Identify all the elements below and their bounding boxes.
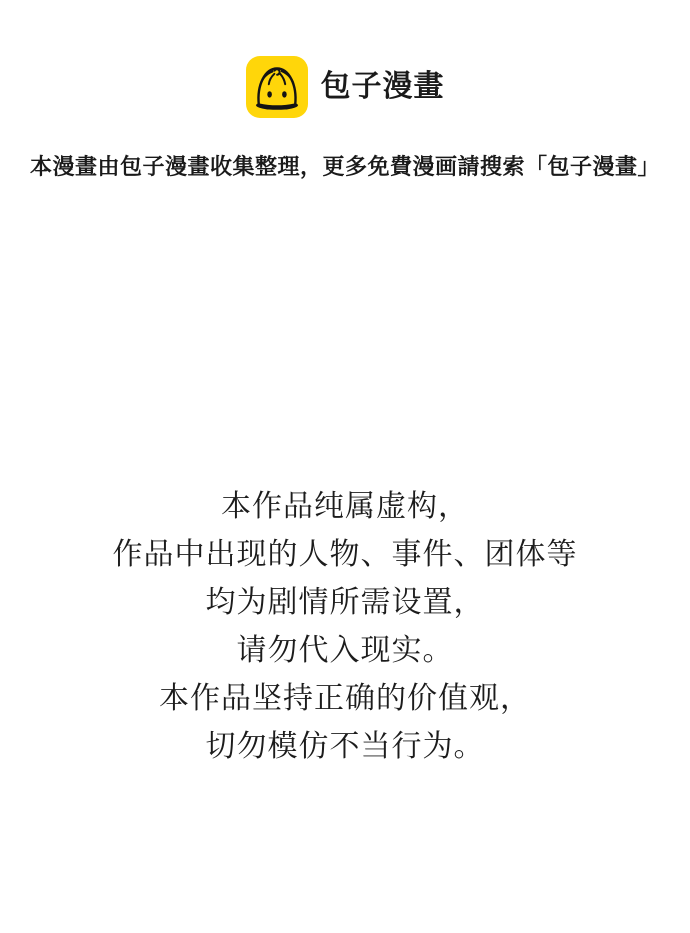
disclaimer-line: 本作品坚持正确的价值观， (159, 682, 531, 715)
disclaimer-line: 作品中出现的人物、事件、团体等 (112, 538, 578, 571)
disclaimer-block (0, 483, 690, 771)
disclaimer-line: 均为剧情所需设置， (205, 586, 485, 619)
disclaimer-line: 请勿代入现实。 (236, 634, 454, 667)
disclaimer-line: 本作品纯属虚构， (221, 490, 469, 523)
baozi-bun-icon (246, 56, 308, 118)
brand-header (0, 0, 690, 118)
collection-notice: 本漫畫由包子漫畫收集整理，更多免費漫画請搜索「包子漫畫」 (29, 154, 660, 179)
brand-name: 包子漫畫 (320, 70, 445, 103)
disclaimer-line: 切勿模仿不当行为。 (205, 730, 485, 763)
